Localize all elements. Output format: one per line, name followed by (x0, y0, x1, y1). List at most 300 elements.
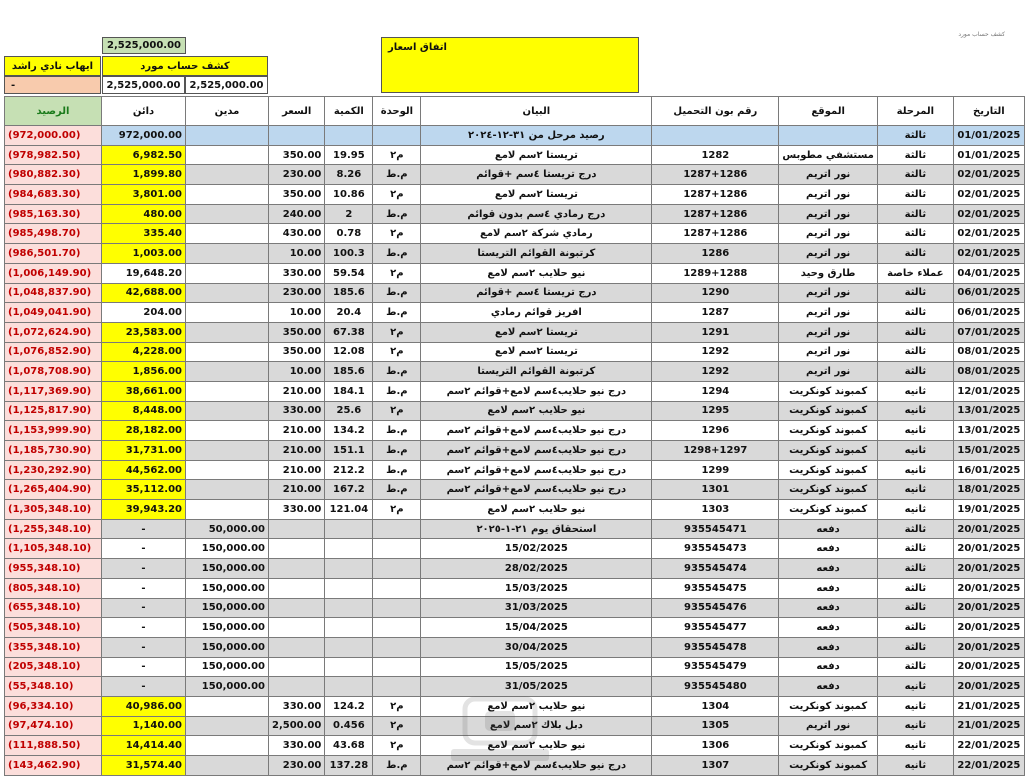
cell-stage[interactable]: ثالثة (877, 342, 953, 362)
cell-qty[interactable]: 20.4 (325, 303, 373, 323)
cell-debit[interactable] (186, 696, 269, 716)
cell-unit[interactable]: م٢ (373, 224, 421, 244)
cell-location[interactable]: نور اتريم (779, 342, 878, 362)
cell-stage[interactable]: ثالثة (877, 145, 953, 165)
header-date[interactable]: التاريخ (953, 97, 1024, 126)
cell-description[interactable]: رمادي شركة ٢سم لامع (421, 224, 652, 244)
cell-debit[interactable] (186, 401, 269, 421)
cell-description[interactable]: درج نيو حلايب٤سم لامع+قوائم ٢سم (421, 480, 652, 500)
cell-credit[interactable]: 480.00 (102, 204, 186, 224)
cell-unit[interactable]: م.ط (373, 381, 421, 401)
cell-credit[interactable]: 8,448.00 (102, 401, 186, 421)
cell-price[interactable]: 330.00 (269, 736, 325, 756)
cell-unit[interactable]: م.ط (373, 283, 421, 303)
cell-description[interactable]: تريستا ٢سم لامع (421, 322, 652, 342)
cell-description[interactable]: درج نيو حلايب٤سم لامع+قوائم ٢سم (421, 756, 652, 776)
cell-debit[interactable] (186, 165, 269, 185)
cell-date[interactable]: 20/01/2025 (953, 559, 1024, 579)
cell-description[interactable]: درج نيو حلايب٤سم لامع+قوائم ٢سم (421, 381, 652, 401)
cell-voucher[interactable]: 935545475 (652, 578, 779, 598)
cell-qty[interactable]: 185.6 (325, 283, 373, 303)
cell-qty[interactable]: 124.2 (325, 696, 373, 716)
cell-balance[interactable]: (805,348.10) (5, 578, 102, 598)
cell-balance[interactable]: (505,348.10) (5, 618, 102, 638)
cell-date[interactable]: 20/01/2025 (953, 598, 1024, 618)
cell-description[interactable]: 15/05/2025 (421, 657, 652, 677)
cell-voucher[interactable]: 1305 (652, 716, 779, 736)
cell-location[interactable]: دفعه (779, 519, 878, 539)
cell-qty[interactable] (325, 637, 373, 657)
cell-date[interactable]: 20/01/2025 (953, 539, 1024, 559)
cell-qty[interactable] (325, 519, 373, 539)
cell-voucher[interactable]: 1289+1288 (652, 263, 779, 283)
cell-date[interactable]: 02/01/2025 (953, 165, 1024, 185)
cell-debit[interactable] (186, 185, 269, 205)
cell-location[interactable]: نور اتريم (779, 283, 878, 303)
cell-location[interactable]: نور اتريم (779, 716, 878, 736)
cell-price[interactable]: 210.00 (269, 460, 325, 480)
cell-stage[interactable]: ثالثة (877, 165, 953, 185)
cell-stage[interactable]: ثالثة (877, 283, 953, 303)
cell-unit[interactable]: م.ط (373, 756, 421, 776)
cell-location[interactable]: نور اتريم (779, 204, 878, 224)
cell-credit[interactable]: 35,112.00 (102, 480, 186, 500)
cell-stage[interactable]: ثالثة (877, 244, 953, 264)
cell-location[interactable]: كمبوند كونكريت (779, 696, 878, 716)
cell-balance[interactable]: (972,000.00) (5, 126, 102, 146)
cell-date[interactable]: 15/01/2025 (953, 441, 1024, 461)
cell-debit[interactable] (186, 145, 269, 165)
cell-credit[interactable]: 38,661.00 (102, 381, 186, 401)
cell-balance[interactable]: (111,888.50) (5, 736, 102, 756)
cell-debit[interactable] (186, 500, 269, 520)
cell-location[interactable]: دفعه (779, 637, 878, 657)
cell-description[interactable]: 31/03/2025 (421, 598, 652, 618)
cell-voucher[interactable]: 1282 (652, 145, 779, 165)
cell-date[interactable]: 06/01/2025 (953, 303, 1024, 323)
cell-description[interactable]: 15/04/2025 (421, 618, 652, 638)
cell-qty[interactable]: 67.38 (325, 322, 373, 342)
cell-description[interactable]: نيو حلايب ٢سم لامع (421, 401, 652, 421)
cell-date[interactable]: 01/01/2025 (953, 145, 1024, 165)
summary-dash-cell[interactable]: - (4, 76, 101, 94)
cell-unit[interactable] (373, 578, 421, 598)
cell-price[interactable]: 210.00 (269, 441, 325, 461)
cell-balance[interactable]: (985,163.30) (5, 204, 102, 224)
cell-qty[interactable] (325, 618, 373, 638)
cell-debit[interactable] (186, 303, 269, 323)
cell-voucher[interactable]: 1303 (652, 500, 779, 520)
cell-date[interactable]: 07/01/2025 (953, 322, 1024, 342)
cell-balance[interactable]: (655,348.10) (5, 598, 102, 618)
cell-location[interactable]: نور اتريم (779, 165, 878, 185)
cell-description[interactable]: نيو حلايب ٢سم لامع (421, 696, 652, 716)
cell-qty[interactable]: 185.6 (325, 362, 373, 382)
cell-location[interactable]: نور اتريم (779, 185, 878, 205)
cell-location[interactable]: كمبوند كونكريت (779, 401, 878, 421)
cell-stage[interactable]: ثالثة (877, 618, 953, 638)
cell-date[interactable]: 01/01/2025 (953, 126, 1024, 146)
cell-price[interactable]: 330.00 (269, 500, 325, 520)
cell-qty[interactable] (325, 559, 373, 579)
cell-location[interactable]: دفعه (779, 677, 878, 697)
cell-date[interactable]: 06/01/2025 (953, 283, 1024, 303)
cell-location[interactable]: كمبوند كونكريت (779, 421, 878, 441)
cell-date[interactable]: 22/01/2025 (953, 736, 1024, 756)
cell-unit[interactable] (373, 539, 421, 559)
summary-top-cell[interactable]: 2,525,000.00 (102, 37, 186, 54)
cell-date[interactable]: 02/01/2025 (953, 244, 1024, 264)
cell-debit[interactable]: 150,000.00 (186, 677, 269, 697)
cell-description[interactable]: كرتبونة القوائم التريستا (421, 362, 652, 382)
cell-debit[interactable]: 150,000.00 (186, 539, 269, 559)
cell-stage[interactable]: ثالثة (877, 322, 953, 342)
cell-debit[interactable] (186, 716, 269, 736)
cell-date[interactable]: 12/01/2025 (953, 381, 1024, 401)
cell-credit[interactable]: 335.40 (102, 224, 186, 244)
cell-date[interactable]: 18/01/2025 (953, 480, 1024, 500)
cell-unit[interactable]: م٢ (373, 263, 421, 283)
cell-unit[interactable]: م.ط (373, 303, 421, 323)
cell-stage[interactable]: ثالثة (877, 204, 953, 224)
cell-location[interactable]: نور اتريم (779, 303, 878, 323)
cell-description[interactable]: تريستا ٢سم لامع (421, 145, 652, 165)
cell-price[interactable]: 2,500.00 (269, 716, 325, 736)
cell-price[interactable]: 240.00 (269, 204, 325, 224)
cell-description[interactable]: افريز قوائم رمادي (421, 303, 652, 323)
cell-debit[interactable] (186, 263, 269, 283)
cell-description[interactable]: 15/03/2025 (421, 578, 652, 598)
cell-location[interactable]: دفعه (779, 598, 878, 618)
cell-qty[interactable] (325, 539, 373, 559)
cell-balance[interactable]: (1,265,404.90) (5, 480, 102, 500)
cell-debit[interactable] (186, 342, 269, 362)
cell-balance[interactable]: (1,117,369.90) (5, 381, 102, 401)
header-description[interactable]: البيان (421, 97, 652, 126)
cell-location[interactable]: كمبوند كونكريت (779, 736, 878, 756)
cell-date[interactable]: 02/01/2025 (953, 204, 1024, 224)
cell-stage[interactable]: ثانيه (877, 441, 953, 461)
cell-credit[interactable]: - (102, 618, 186, 638)
cell-debit[interactable] (186, 460, 269, 480)
cell-description[interactable]: دبل بلاك ٢سم لامع (421, 716, 652, 736)
cell-description[interactable]: تريستا ٢سم لامع (421, 185, 652, 205)
cell-voucher[interactable]: 1287 (652, 303, 779, 323)
cell-qty[interactable]: 212.2 (325, 460, 373, 480)
cell-qty[interactable] (325, 578, 373, 598)
cell-description[interactable]: درج نيو حلايب٤سم لامع+قوائم ٢سم (421, 460, 652, 480)
cell-description[interactable]: 15/02/2025 (421, 539, 652, 559)
cell-debit[interactable]: 150,000.00 (186, 578, 269, 598)
cell-qty[interactable] (325, 126, 373, 146)
cell-description[interactable]: 30/04/2025 (421, 637, 652, 657)
cell-location[interactable]: دفعه (779, 657, 878, 677)
cell-price[interactable]: 350.00 (269, 145, 325, 165)
cell-credit[interactable]: 39,943.20 (102, 500, 186, 520)
cell-price[interactable] (269, 519, 325, 539)
cell-location[interactable]: دفعه (779, 578, 878, 598)
cell-qty[interactable]: 184.1 (325, 381, 373, 401)
cell-voucher[interactable]: 1286 (652, 244, 779, 264)
cell-credit[interactable]: 204.00 (102, 303, 186, 323)
cell-unit[interactable] (373, 657, 421, 677)
cell-qty[interactable]: 59.54 (325, 263, 373, 283)
cell-qty[interactable]: 2 (325, 204, 373, 224)
cell-balance[interactable]: (1,305,348.10) (5, 500, 102, 520)
cell-date[interactable]: 20/01/2025 (953, 578, 1024, 598)
cell-voucher[interactable]: 1304 (652, 696, 779, 716)
cell-stage[interactable]: ثانيه (877, 736, 953, 756)
statement-label-cell[interactable]: كشف حساب مورد (102, 56, 268, 76)
cell-price[interactable]: 210.00 (269, 381, 325, 401)
price-agreement-box[interactable] (381, 37, 639, 93)
cell-stage[interactable]: ثالثة (877, 559, 953, 579)
cell-location[interactable]: نور اتريم (779, 224, 878, 244)
cell-location[interactable]: دفعه (779, 618, 878, 638)
cell-date[interactable]: 13/01/2025 (953, 401, 1024, 421)
cell-description[interactable]: نيو حلايب ٢سم لامع (421, 736, 652, 756)
cell-credit[interactable]: - (102, 657, 186, 677)
cell-location[interactable] (779, 126, 878, 146)
cell-qty[interactable]: 10.86 (325, 185, 373, 205)
cell-voucher[interactable]: 1306 (652, 736, 779, 756)
cell-description[interactable]: تريستا ٢سم لامع (421, 342, 652, 362)
cell-price[interactable]: 210.00 (269, 480, 325, 500)
cell-balance[interactable]: (985,498.70) (5, 224, 102, 244)
cell-credit[interactable]: 14,414.40 (102, 736, 186, 756)
header-unit[interactable]: الوحدة (373, 97, 421, 126)
cell-stage[interactable]: ثانيه (877, 716, 953, 736)
cell-description[interactable]: 28/02/2025 (421, 559, 652, 579)
cell-stage[interactable]: ثالثة (877, 637, 953, 657)
cell-debit[interactable] (186, 480, 269, 500)
cell-date[interactable]: 21/01/2025 (953, 696, 1024, 716)
cell-credit[interactable]: - (102, 578, 186, 598)
cell-voucher[interactable]: 1287+1286 (652, 204, 779, 224)
cell-balance[interactable]: (1,048,837.90) (5, 283, 102, 303)
cell-debit[interactable]: 150,000.00 (186, 657, 269, 677)
cell-location[interactable]: كمبوند كونكريت (779, 441, 878, 461)
cell-stage[interactable]: ثالثة (877, 657, 953, 677)
cell-credit[interactable]: 31,731.00 (102, 441, 186, 461)
cell-qty[interactable]: 0.456 (325, 716, 373, 736)
cell-voucher[interactable]: 1290 (652, 283, 779, 303)
cell-date[interactable]: 08/01/2025 (953, 342, 1024, 362)
header-balance[interactable]: الرصيد (5, 97, 102, 126)
cell-debit[interactable] (186, 224, 269, 244)
cell-voucher[interactable]: 1307 (652, 756, 779, 776)
cell-stage[interactable]: ثانيه (877, 500, 953, 520)
cell-description[interactable]: درج نيو حلايب٤سم لامع+قوائم ٢سم (421, 421, 652, 441)
cell-credit[interactable]: 1,899.80 (102, 165, 186, 185)
cell-price[interactable]: 430.00 (269, 224, 325, 244)
cell-unit[interactable]: م٢ (373, 342, 421, 362)
cell-unit[interactable]: م٢ (373, 185, 421, 205)
cell-qty[interactable]: 8.26 (325, 165, 373, 185)
cell-price[interactable]: 330.00 (269, 696, 325, 716)
cell-voucher[interactable]: 935545471 (652, 519, 779, 539)
cell-description[interactable]: رصيد مرحل من ٣١-١٢-٢٠٢٤ (421, 126, 652, 146)
cell-description[interactable]: درج نيو حلايب٤سم لامع+قوائم ٢سم (421, 441, 652, 461)
cell-location[interactable]: كمبوند كونكريت (779, 480, 878, 500)
cell-qty[interactable]: 43.68 (325, 736, 373, 756)
cell-balance[interactable]: (1,049,041.90) (5, 303, 102, 323)
cell-unit[interactable]: م٢ (373, 716, 421, 736)
cell-voucher[interactable] (652, 126, 779, 146)
cell-stage[interactable]: ثانيه (877, 460, 953, 480)
cell-stage[interactable]: ثالثة (877, 519, 953, 539)
cell-credit[interactable]: - (102, 519, 186, 539)
cell-debit[interactable]: 150,000.00 (186, 618, 269, 638)
cell-qty[interactable] (325, 677, 373, 697)
cell-qty[interactable] (325, 598, 373, 618)
cell-price[interactable]: 350.00 (269, 322, 325, 342)
cell-balance[interactable]: (1,105,348.10) (5, 539, 102, 559)
header-stage[interactable]: المرحلة (877, 97, 953, 126)
cell-voucher[interactable]: 1287+1286 (652, 224, 779, 244)
cell-voucher[interactable]: 1298+1297 (652, 441, 779, 461)
cell-date[interactable]: 22/01/2025 (953, 756, 1024, 776)
cell-description[interactable]: نيو حلايب ٢سم لامع (421, 500, 652, 520)
cell-balance[interactable]: (1,006,149.90) (5, 263, 102, 283)
cell-credit[interactable]: 42,688.00 (102, 283, 186, 303)
cell-qty[interactable]: 167.2 (325, 480, 373, 500)
cell-debit[interactable]: 50,000.00 (186, 519, 269, 539)
cell-description[interactable]: نيو حلايب ٢سم لامع (421, 263, 652, 283)
cell-credit[interactable]: - (102, 677, 186, 697)
cell-voucher[interactable]: 1292 (652, 362, 779, 382)
cell-credit[interactable]: 40,986.00 (102, 696, 186, 716)
cell-date[interactable]: 19/01/2025 (953, 500, 1024, 520)
cell-unit[interactable]: م.ط (373, 421, 421, 441)
summary-credit-cell[interactable]: 2,525,000.00 (102, 76, 185, 94)
cell-description[interactable]: كرتبونة القوائم التريستا (421, 244, 652, 264)
cell-date[interactable]: 20/01/2025 (953, 519, 1024, 539)
cell-balance[interactable]: (205,348.10) (5, 657, 102, 677)
cell-location[interactable]: نور اتريم (779, 322, 878, 342)
cell-debit[interactable] (186, 283, 269, 303)
cell-balance[interactable]: (984,683.30) (5, 185, 102, 205)
cell-unit[interactable]: م.ط (373, 244, 421, 264)
cell-balance[interactable]: (980,882.30) (5, 165, 102, 185)
cell-price[interactable] (269, 539, 325, 559)
cell-location[interactable]: كمبوند كونكريت (779, 460, 878, 480)
cell-balance[interactable]: (1,078,708.90) (5, 362, 102, 382)
cell-date[interactable]: 08/01/2025 (953, 362, 1024, 382)
header-qty[interactable]: الكمية (325, 97, 373, 126)
cell-voucher[interactable]: 1291 (652, 322, 779, 342)
cell-voucher[interactable]: 1299 (652, 460, 779, 480)
cell-location[interactable]: نور اتريم (779, 362, 878, 382)
cell-unit[interactable]: م.ط (373, 480, 421, 500)
cell-price[interactable]: 230.00 (269, 756, 325, 776)
cell-voucher[interactable]: 935545477 (652, 618, 779, 638)
cell-unit[interactable] (373, 618, 421, 638)
cell-stage[interactable]: ثانيه (877, 756, 953, 776)
cell-price[interactable]: 10.00 (269, 303, 325, 323)
cell-credit[interactable]: 19,648.20 (102, 263, 186, 283)
cell-credit[interactable]: 3,801.00 (102, 185, 186, 205)
cell-voucher[interactable]: 935545480 (652, 677, 779, 697)
cell-unit[interactable]: م.ط (373, 362, 421, 382)
cell-stage[interactable]: ثانيه (877, 696, 953, 716)
cell-debit[interactable]: 150,000.00 (186, 637, 269, 657)
cell-credit[interactable]: 31,574.40 (102, 756, 186, 776)
cell-qty[interactable]: 137.28 (325, 756, 373, 776)
cell-stage[interactable]: عملاء خاصة (877, 263, 953, 283)
cell-debit[interactable] (186, 441, 269, 461)
cell-unit[interactable] (373, 559, 421, 579)
cell-voucher[interactable]: 1294 (652, 381, 779, 401)
cell-unit[interactable]: م.ط (373, 165, 421, 185)
cell-unit[interactable]: م٢ (373, 322, 421, 342)
cell-price[interactable]: 350.00 (269, 185, 325, 205)
cell-credit[interactable]: 1,856.00 (102, 362, 186, 382)
cell-stage[interactable]: ثانيه (877, 421, 953, 441)
cell-debit[interactable] (186, 362, 269, 382)
cell-location[interactable]: كمبوند كونكريت (779, 500, 878, 520)
cell-balance[interactable]: (97,474.10) (5, 716, 102, 736)
cell-balance[interactable]: (143,462.90) (5, 756, 102, 776)
cell-credit[interactable]: 23,583.00 (102, 322, 186, 342)
header-price[interactable]: السعر (269, 97, 325, 126)
cell-qty[interactable]: 100.3 (325, 244, 373, 264)
cell-voucher[interactable]: 935545473 (652, 539, 779, 559)
cell-date[interactable]: 21/01/2025 (953, 716, 1024, 736)
cell-price[interactable]: 210.00 (269, 421, 325, 441)
supplier-name-cell[interactable]: ايهاب نادي راشد (4, 56, 101, 76)
cell-unit[interactable]: م.ط (373, 460, 421, 480)
cell-stage[interactable]: ثانيه (877, 480, 953, 500)
cell-unit[interactable]: م٢ (373, 145, 421, 165)
cell-credit[interactable]: 1,140.00 (102, 716, 186, 736)
cell-date[interactable]: 13/01/2025 (953, 421, 1024, 441)
cell-credit[interactable]: 6,982.50 (102, 145, 186, 165)
cell-description[interactable]: 31/05/2025 (421, 677, 652, 697)
cell-location[interactable]: نور اتريم (779, 244, 878, 264)
cell-balance[interactable]: (1,185,730.90) (5, 441, 102, 461)
cell-date[interactable]: 20/01/2025 (953, 677, 1024, 697)
cell-stage[interactable]: ثانيه (877, 677, 953, 697)
cell-credit[interactable]: - (102, 559, 186, 579)
cell-unit[interactable]: م٢ (373, 500, 421, 520)
cell-price[interactable] (269, 126, 325, 146)
cell-unit[interactable] (373, 677, 421, 697)
cell-qty[interactable]: 0.78 (325, 224, 373, 244)
cell-description[interactable]: درج تريستا ٤سم +قوائم (421, 165, 652, 185)
cell-debit[interactable]: 150,000.00 (186, 598, 269, 618)
cell-stage[interactable]: ثانيه (877, 401, 953, 421)
cell-unit[interactable]: م٢ (373, 696, 421, 716)
cell-description[interactable]: درج تريستا ٤سم +قوائم (421, 283, 652, 303)
cell-balance[interactable]: (1,072,624.90) (5, 322, 102, 342)
cell-unit[interactable]: م.ط (373, 204, 421, 224)
cell-balance[interactable]: (1,230,292.90) (5, 460, 102, 480)
cell-price[interactable] (269, 618, 325, 638)
cell-balance[interactable]: (978,982.50) (5, 145, 102, 165)
cell-balance[interactable]: (1,125,817.90) (5, 401, 102, 421)
cell-qty[interactable]: 25.6 (325, 401, 373, 421)
cell-qty[interactable]: 121.04 (325, 500, 373, 520)
cell-date[interactable]: 04/01/2025 (953, 263, 1024, 283)
cell-price[interactable] (269, 559, 325, 579)
cell-balance[interactable]: (96,334.10) (5, 696, 102, 716)
cell-balance[interactable]: (986,501.70) (5, 244, 102, 264)
cell-stage[interactable]: ثالثة (877, 185, 953, 205)
cell-price[interactable] (269, 578, 325, 598)
cell-debit[interactable] (186, 204, 269, 224)
summary-debit-cell[interactable]: 2,525,000.00 (185, 76, 268, 94)
